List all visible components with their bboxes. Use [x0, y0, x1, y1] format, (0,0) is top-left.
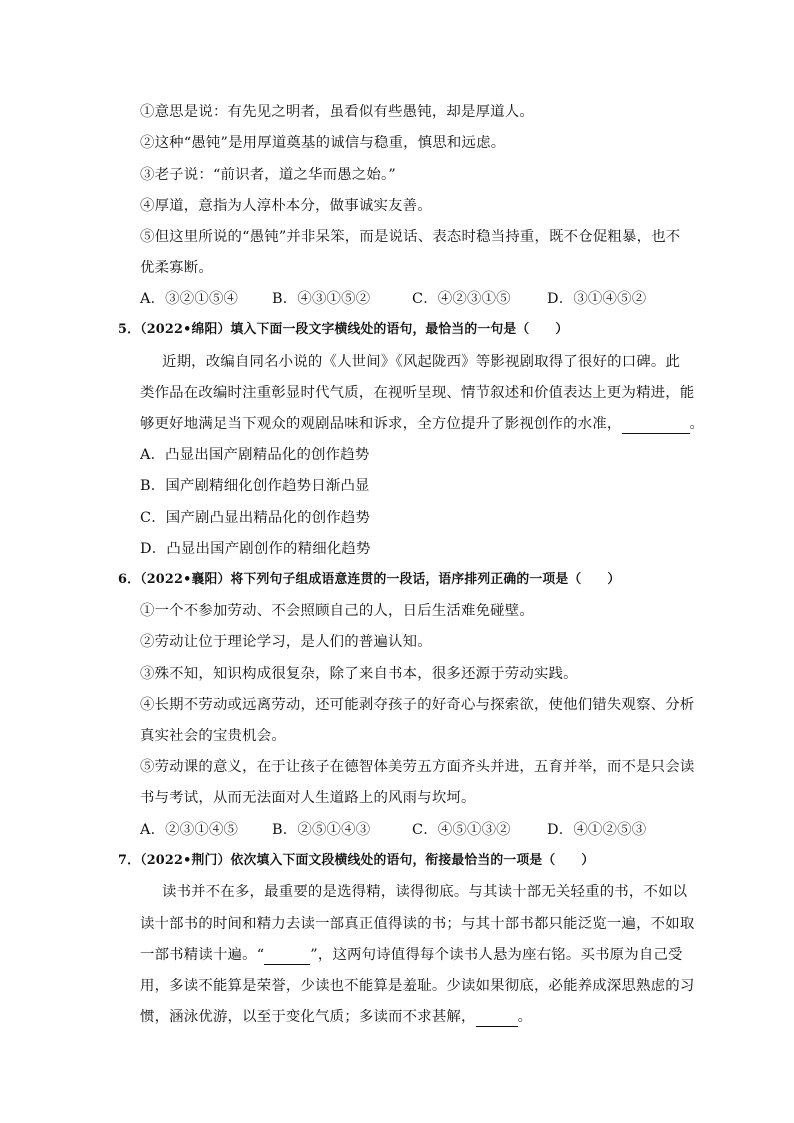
q7-passage-text-c: 惯，涵泳优游，以至于变化气质；多读而不求甚解，	[140, 1009, 476, 1025]
q4-option-a[interactable]: A．③②①⑤④	[140, 291, 239, 307]
q6-item-1: ①一个不参加劳动、不会照顾自己的人，日后生活难免碰壁。	[140, 603, 534, 619]
q5-passage-text: 够更好地满足当下观众的观剧品味和诉求，全方位提升了影视创作的水准，	[140, 416, 622, 432]
q6-item-4: ④长期不劳动或远离劳动，还可能剥夺孩子的好奇心与探索欲，使他们错失观察、分析	[140, 697, 695, 713]
q7-answer-blank-2[interactable]	[476, 1010, 518, 1027]
q5-option-b[interactable]: B．国产剧精细化创作趋势日渐凸显	[140, 478, 370, 494]
q4-option-d[interactable]: D．③①④⑤②	[547, 291, 647, 307]
q7-stem: 7．（2022•荆门）依次填入下面文段横线处的语句，衔接最恰当的一项是（ ）	[118, 853, 595, 868]
q4-item-3: ③老子说：“前识者，道之华而愚之始。”	[140, 167, 396, 183]
q6-item-4-cont: 真实社会的宝贵机会。	[140, 728, 286, 744]
q4-item-2: ②这种“愚钝”是用厚道奠基的诚信与稳重，慎思和远虑。	[140, 135, 506, 151]
q7-passage-end: 。	[517, 1009, 533, 1025]
q5-passage-line-1: 近期，改编自同名小说的《人世间》《风起陇西》等影视剧取得了很好的口碑。此	[162, 354, 681, 370]
q4-option-c[interactable]: C．④②③①⑤	[412, 291, 511, 307]
q7-passage-line-5	[140, 1007, 532, 1027]
q4-item-5: ⑤但这里所说的“愚钝”并非呆笨，而是说话、表态时稳当持重，既不仓促粗暴，也不	[140, 229, 681, 245]
q5-answer-blank[interactable]	[622, 417, 690, 434]
q6-item-2: ②劳动让位于理论学习，是人们的普遍认知。	[140, 634, 432, 650]
q7-passage-text-b: ”，这两句诗值得每个读书人悬为座右铭。买书原为自己受	[310, 947, 683, 963]
q4-item-4: ④厚道，意指为人淳朴本分，做事诚实友善。	[140, 198, 432, 214]
q4-option-b[interactable]: B．④③①⑤②	[272, 291, 371, 307]
q5-option-c[interactable]: C．国产剧凸显出精品化的创作趋势	[140, 510, 371, 526]
q4-item-1: ①意思是说：有先见之明者，虽看似有些愚钝，却是厚道人。	[140, 104, 534, 120]
q5-option-d[interactable]: D．凸显出国产剧创作的精细化趋势	[140, 541, 371, 557]
q4-item-5-cont: 优柔寡断。	[140, 260, 213, 276]
q5-passage-end: 。	[689, 416, 705, 432]
q7-passage-line-1: 读书并不在多，最重要的是选得精，读得彻底。与其读十部无关轻重的书，不如以	[162, 884, 688, 900]
q6-option-c[interactable]: C．④⑤①③②	[412, 822, 511, 838]
q6-stem: 6．（2022•襄阳）将下列句子组成语意连贯的一段话，语序排列正确的一项是（ ）	[118, 572, 621, 587]
q6-item-3: ③殊不知，知识构成很复杂，除了来自书本，很多还源于劳动实践。	[140, 666, 578, 682]
q5-option-a[interactable]: A．凸显出国产剧精品化的创作趋势	[140, 447, 370, 463]
q6-item-5-cont: 书与考试，从而无法面对人生道路上的风雨与坎坷。	[140, 790, 476, 806]
q7-answer-blank-1[interactable]	[264, 948, 310, 965]
q6-item-5: ⑤劳动课的意义，在于让孩子在德智体美劳五方面齐头并进，五育并举，而不是只会读	[140, 759, 695, 775]
q6-option-a[interactable]: A．②③①④⑤	[140, 822, 239, 838]
q6-option-b[interactable]: B．②⑤①④③	[272, 822, 371, 838]
q7-passage-line-3	[140, 945, 683, 965]
q5-passage-line-3	[140, 414, 704, 434]
q6-option-d[interactable]: D．④①②⑤③	[547, 822, 647, 838]
q7-passage-line-2: 读十部书的时间和精力去读一部真正值得读的书；与其十部书都只能泛览一遍，不如取	[140, 916, 695, 932]
q7-passage-text-a: 一部书精读十遍。“	[140, 947, 265, 963]
q5-passage-line-2: 类作品在改编时注重彰显时代气质，在视听呈现、情节叙述和价值表达上更为精进，能	[140, 385, 695, 401]
q5-stem: 5．（2022•绵阳）填入下面一段文字横线处的语句，最恰当的一句是（ ）	[118, 322, 569, 337]
q7-passage-line-4: 用，多读不能算是荣誉，少读也不能算是羞耻。少读如果彻底，必能养成深思熟虑的习	[140, 978, 695, 994]
